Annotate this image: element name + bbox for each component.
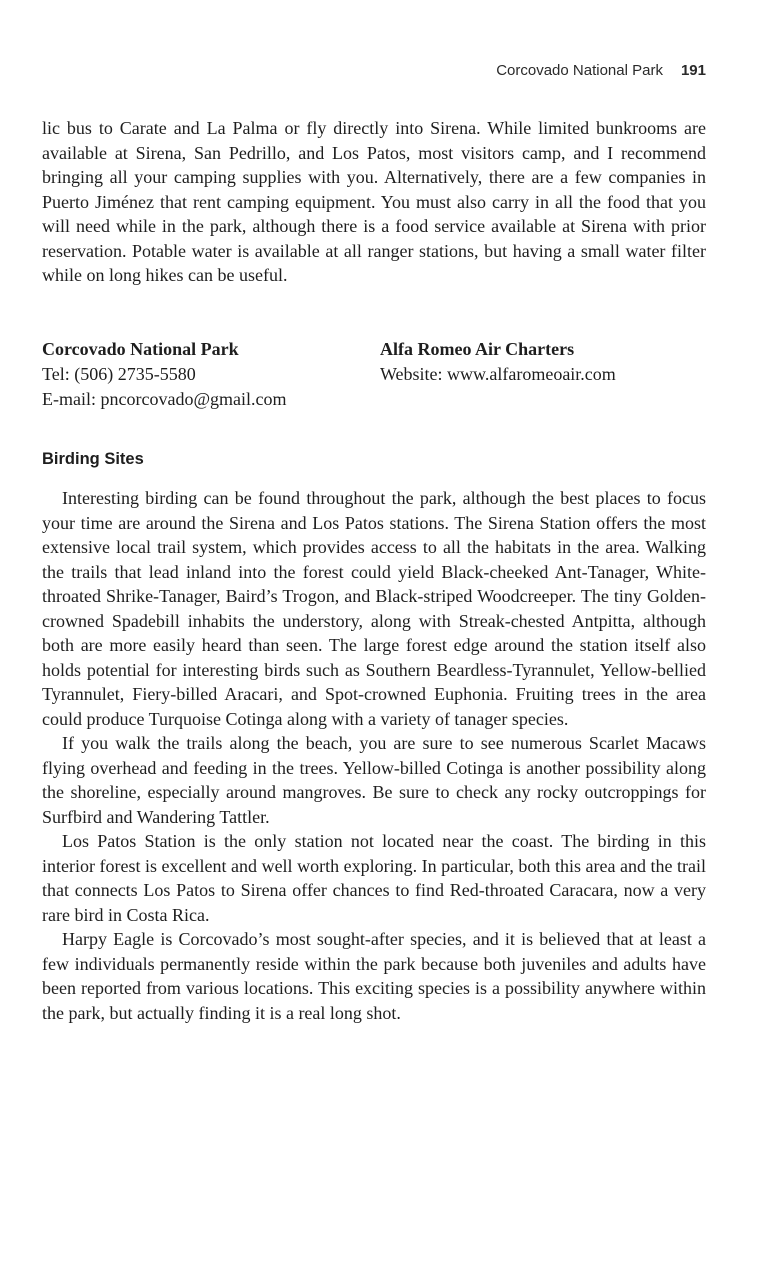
contact-name: Alfa Romeo Air Charters (380, 339, 575, 359)
contact-air-charters (380, 337, 616, 387)
intro-text (42, 116, 706, 288)
paragraph: Los Patos Station is the only station not located near the coast. The birding in this interior forest is excellent and well worth exploring. In particular, both this area and the trail that connects Los Patos to Sirena offer chances to find Red-throated Caracara, now a very rare bird in Costa Rica. (42, 831, 706, 925)
page-number: 191 (680, 62, 706, 79)
contact-name: Corcovado National Park (42, 339, 239, 359)
contact-email: E-mail: pncorcovado@gmail.com (42, 389, 287, 409)
contact-corcovado-park (42, 337, 287, 412)
contact-website: Website: www.alfaromeoair.com (380, 364, 616, 384)
running-head (496, 62, 706, 79)
paragraph: Interesting birding can be found throughout the park, although the best places to focus your time are around the Sirena and Los Patos stations. The Sirena Station offers the most extensive local trail system, which provides access to all the habitats in the area. Walking the trails that lead inland into the forest could yield Black-cheeked Ant-Tanager, White-throated Shrike-Tanager, Baird’s Trogon, and Black-striped Woodcreeper. The tiny Golden-crowned Spadebill inhabits the understory, along with Streak-chested Antpitta, although both are more easily heard than seen. The large forest edge around the station itself also holds potential for interesting birds such as Southern Beardless-Tyrannulet, Yellow-bellied Tyrannulet, Fiery-billed Aracari, and Spot-crowned Euphonia. Fruiting trees in the area could produce Turquoise Cotinga along with a variety of tanager species. (42, 488, 706, 729)
contact-phone: Tel: (506) 2735-5580 (42, 364, 196, 384)
paragraph: If you walk the trails along the beach, you are sure to see numerous Scarlet Macaws flying overhead and feeding in the trees. Yellow-billed Cotinga is another possibility along the shoreline, especially around mangroves. Be sure to check any rocky outcroppings for Surfbird and Wandering Tattler. (42, 733, 706, 827)
birding-sites-text (42, 486, 706, 1025)
section-heading: Birding Sites (42, 450, 144, 468)
paragraph: Harpy Eagle is Corcovado’s most sought-after species, and it is believed that at least a few individuals permanently reside within the park because both juveniles and adults have been reported from various locations. This exciting species is a possibility anywhere within the park, but actually finding it is a real long shot. (42, 929, 706, 1023)
intro-paragraph: lic bus to Carate and La Palma or fly directly into Sirena. While limited bunkrooms are available at Sirena, San Pedrillo, and Los Patos, most visitors camp, and I recommend bringing all your camping supplies with you. Alternatively, there are a few companies in Puerto Jiménez that rent camping equipment. You must also carry in all the food that you will need while in the park, although there is a food service available at Sirena with prior reservation. Potable water is available at all ranger stations, but having a small water filter while on long hikes can be useful. (42, 118, 706, 285)
running-title: Corcovado National Park (496, 62, 663, 79)
